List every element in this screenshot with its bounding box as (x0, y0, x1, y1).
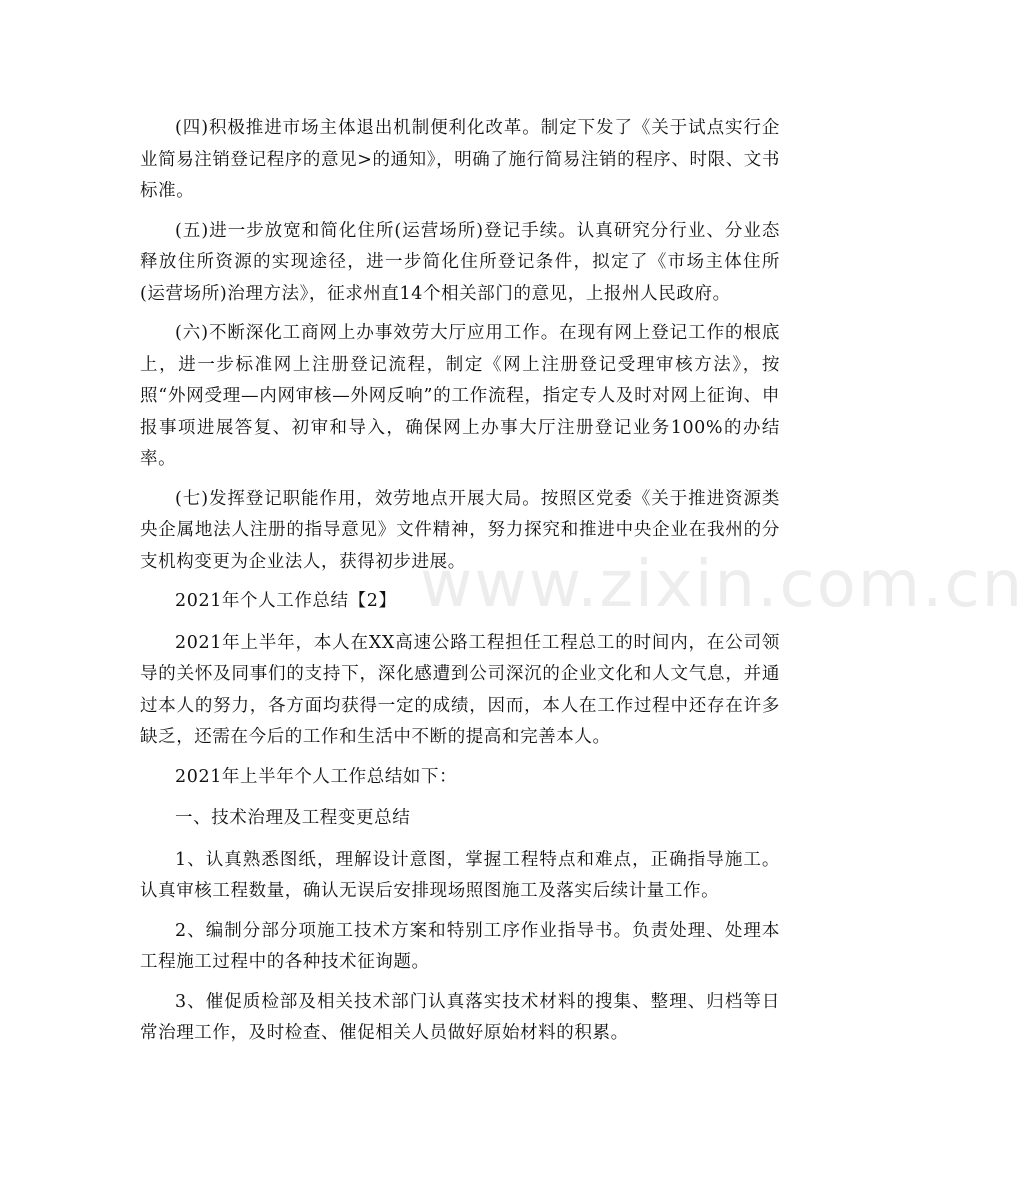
section-heading-summary-2: 2021年个人工作总结【2】 (175, 591, 397, 611)
section-heading-technical-management: 一、技术治理及工程变更总结 (175, 808, 411, 828)
list-item-3: 3、催促质检部及相关技术部门认真落实技术材料的搜集、整理、归档等日常治理工作，及时检查、催促相关人员做好原始材料的积累。 (140, 991, 780, 1043)
document-body (140, 113, 780, 1058)
paragraph-market-exit-reform: (四)积极推进市场主体退出机制便利化改革。制定下发了《关于试点实行企业简易注销登记程序的意见>的通知》，明确了施行简易注销的程序、时限、文书标准。 (140, 118, 781, 201)
paragraph-online-service-hall: (六)不断深化工商网上办事效劳大厅应用工作。在现有网上登记工作的根底上，进一步标准网上注册登记流程，制定《网上注册登记受理审核方法》，按照“外网受理—内网审核—外网反响”的工作流程，指定专人及时对网上征询、申报事项进展答复、初审和导入，确保网上办事大厅注册登记业务100%的办结率。 (140, 323, 780, 469)
paragraph-registration-function: (七)发挥登记职能作用，效劳地点开展大局。按照区党委《关于推进资源类央企属地法人注册的指导意见》文件精神，努力探究和推进中央企业在我州的分支机构变更为企业法人，获得初步进展。 (140, 488, 780, 572)
paragraph-residence-registration: (五)进一步放宽和简化住所(运营场所)登记手续。认真研究分行业、分业态释放住所资源的实现途径，进一步简化住所登记条件，拟定了《市场主体住所(运营场所)治理方法》，征求州直14个相关部门的意见，上报州人民政府。 (140, 220, 780, 304)
paragraph-summary-lead: 2021年上半年个人工作总结如下： (175, 766, 458, 787)
watermark: www.zixin.com.cn (420, 548, 1024, 622)
list-item-1: 1、认真熟悉图纸，理解设计意图，掌握工程特点和难点，正确指导施工。认真审核工程数量，确认无误后安排现场照图施工及落实后续计量工作。 (140, 849, 780, 901)
paragraph-half-year-intro: 2021年上半年，本人在XX高速公路工程担任工程总工的时间内，在公司领导的关怀及同事们的支持下，深化感遭到公司深沉的企业文化和人文气息，并通过本人的努力，各方面均获得一定的成绩，因而，本人在工作过程中还存在许多缺乏，还需在今后的工作和生活中不断的提高和完善本人。 (140, 632, 780, 747)
list-item-2: 2、编制分部分项施工技术方案和特别工序作业指导书。负责处理、处理本工程施工过程中的各种技术征询题。 (140, 920, 780, 972)
